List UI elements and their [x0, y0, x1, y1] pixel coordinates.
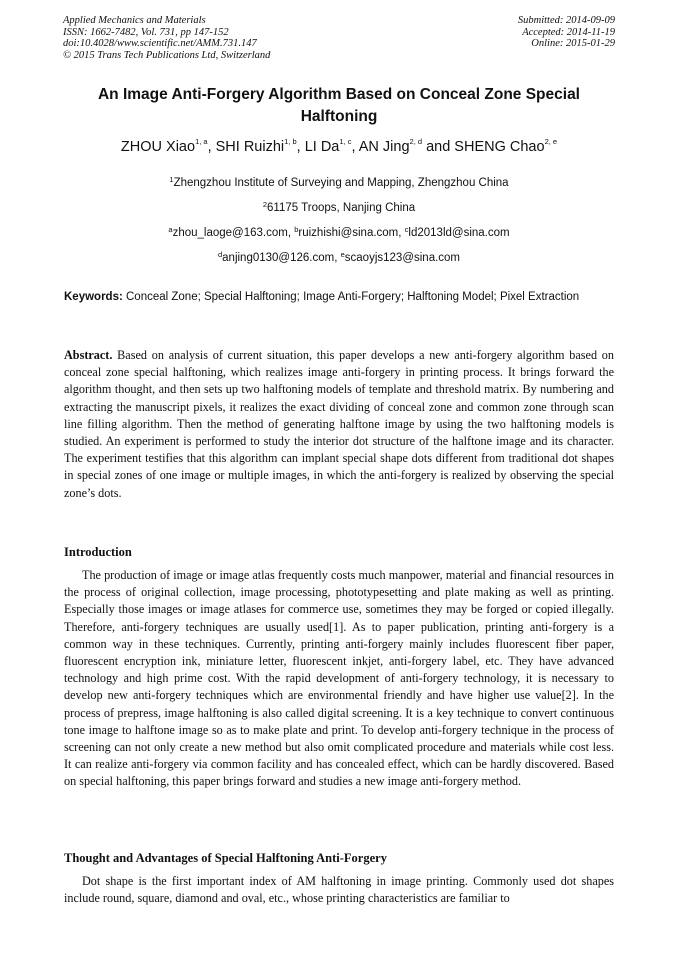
- email-link[interactable]: anjing0130@126.com,: [222, 252, 341, 264]
- email-link[interactable]: ld2013ld@sina.com: [408, 227, 510, 239]
- author-affiliation: 2, e: [544, 137, 558, 146]
- introduction-paragraph: The production of image or image atlas frequently costs much manpower, material and financial resources in the process of original collection, image processing, phototypesetting and plate making as well as printing. Especially those images or image atlases for commerce use, sometimes they may be forged or copied illegally. Therefore, anti-forgery techniques are usually used[1]. As to paper publication, printing anti-forgery is a common way in these techniques. Currently, printing anti-forgery mainly includes fluorescent fiber paper, fluorescent encryption ink, miniature letter, fluorescent inkjet, anti-forgery label, etc. They have advanced technology and high prime cost. With the rapid development of anti-forgery technology, it is necessary to develop new anti-forgery techniques which are environmental friendly and have higher use value[2]. In the process of prepress, image halftoning is also called digital screening. It is a key technique to convert continuous tone image to halftone image so as to make plate and print. To develop anti-forgery technique in the process of screening can not only create a new method but also omit complicated procedure and materials while cost less. It can realize anti-forgery via common facility and has concealed effect, which can be hardly discovered. Based on special halftoning, this paper brings forward and studies a new image anti-forgery method.: [64, 568, 614, 789]
- email-link[interactable]: ruizhishi@sina.com,: [298, 227, 405, 239]
- keywords-text: Conceal Zone; Special Halftoning; Image Anti-Forgery; Halftoning Model; Pixel Extraction: [122, 291, 580, 303]
- journal-info: [63, 15, 270, 61]
- submitted-date: Submitted: 2014-09-09: [517, 15, 615, 26]
- author-name: SHI Ruizhi: [215, 139, 285, 155]
- author-affiliation: 1, b: [284, 137, 297, 146]
- author-name: LI Da: [304, 139, 340, 155]
- doi-line: doi:10.4028/www.scientific.net/AMM.731.147: [63, 38, 257, 49]
- author-list: ZHOU Xiao$^{1, a}$, SHI Ruizhi$^{1, b}$, LI Da$^{1, c}$, AN Jing$^{2, d}$ and SHENG Chao$^{2, e}$: [120, 137, 558, 155]
- email-link[interactable]: zhou_laoge@163.com,: [172, 227, 295, 239]
- keywords: [64, 289, 614, 306]
- affiliation-1: $^1$Zhengzhou Institute of Surveying and Mapping, Zhengzhou China: [169, 175, 509, 189]
- author-affiliation: 1, a: [195, 137, 208, 146]
- author-name: ZHOU Xiao: [120, 139, 196, 155]
- copyright-line: © 2015 Trans Tech Publications Ltd, Switzerland: [63, 49, 271, 61]
- email-line-2: $^d$anjing0130@126.com, $^e$scaoyjs123@sina.com: [217, 250, 461, 264]
- online-date: Online: 2015-01-29: [531, 38, 615, 49]
- author-affiliation: 2, d: [409, 137, 423, 146]
- section-heading-introduction: Introduction: [64, 545, 132, 559]
- email-line-1: $^a$zhou_laoge@163.com, $^b$ruizhishi@sina.com, $^c$ld2013ld@sina.com: [168, 225, 510, 239]
- journal-name: Applied Mechanics and Materials: [63, 15, 206, 26]
- paper-title: An Image Anti-Forgery Algorithm Based on Conceal Zone Special Halftoning: [97, 86, 580, 125]
- issn-line: ISSN: 1662-7482, Vol. 731, pp 147-152: [63, 26, 229, 38]
- author-name: AN Jing: [358, 139, 410, 155]
- author-affiliation: 1, c: [339, 137, 352, 146]
- accepted-date: Accepted: 2014-11-19: [522, 26, 615, 38]
- affiliation-2: $^2$61175 Troops, Nanjing China: [262, 200, 416, 214]
- abstract-label: Abstract.: [64, 348, 113, 362]
- keywords-label: Keywords:: [64, 291, 123, 303]
- section-heading-thought: Thought and Advantages of Special Halftoning Anti-Forgery: [64, 851, 387, 865]
- author-name: SHENG Chao: [454, 139, 545, 155]
- thought-paragraph: Dot shape is the first important index of AM halftoning in image printing. Commonly used dot shapes include round, square, diamond and oval, etc., whose printing characteristics are familiar to: [64, 874, 614, 906]
- email-link[interactable]: scaoyjs123@sina.com: [344, 252, 461, 264]
- dates-info: [518, 15, 615, 50]
- abstract-text: Based on analysis of current situation, this paper develops a new anti-forgery algorithm based on conceal zone special halftoning, which realizes image anti-forgery in printing process. It brings forward the algorithm thought, and then sets up two halftoning models of template and threshold matrix. By numbering and extracting the manuscript pixels, it realizes the exact dividing of conceal zone and common zone through scan line filling algorithm. Then the method of generating halftone image by using the two halftoning models is studied. An experiment is performed to study the interior dot structure of the halftone image and its character. The experiment testifies that this algorithm can implant special shape dots different from traditional dot shapes in special zones of one image or multiple images, in which the anti-forgery is realized by observing the special zone’s dots.: [64, 348, 614, 500]
- abstract: [64, 347, 614, 502]
